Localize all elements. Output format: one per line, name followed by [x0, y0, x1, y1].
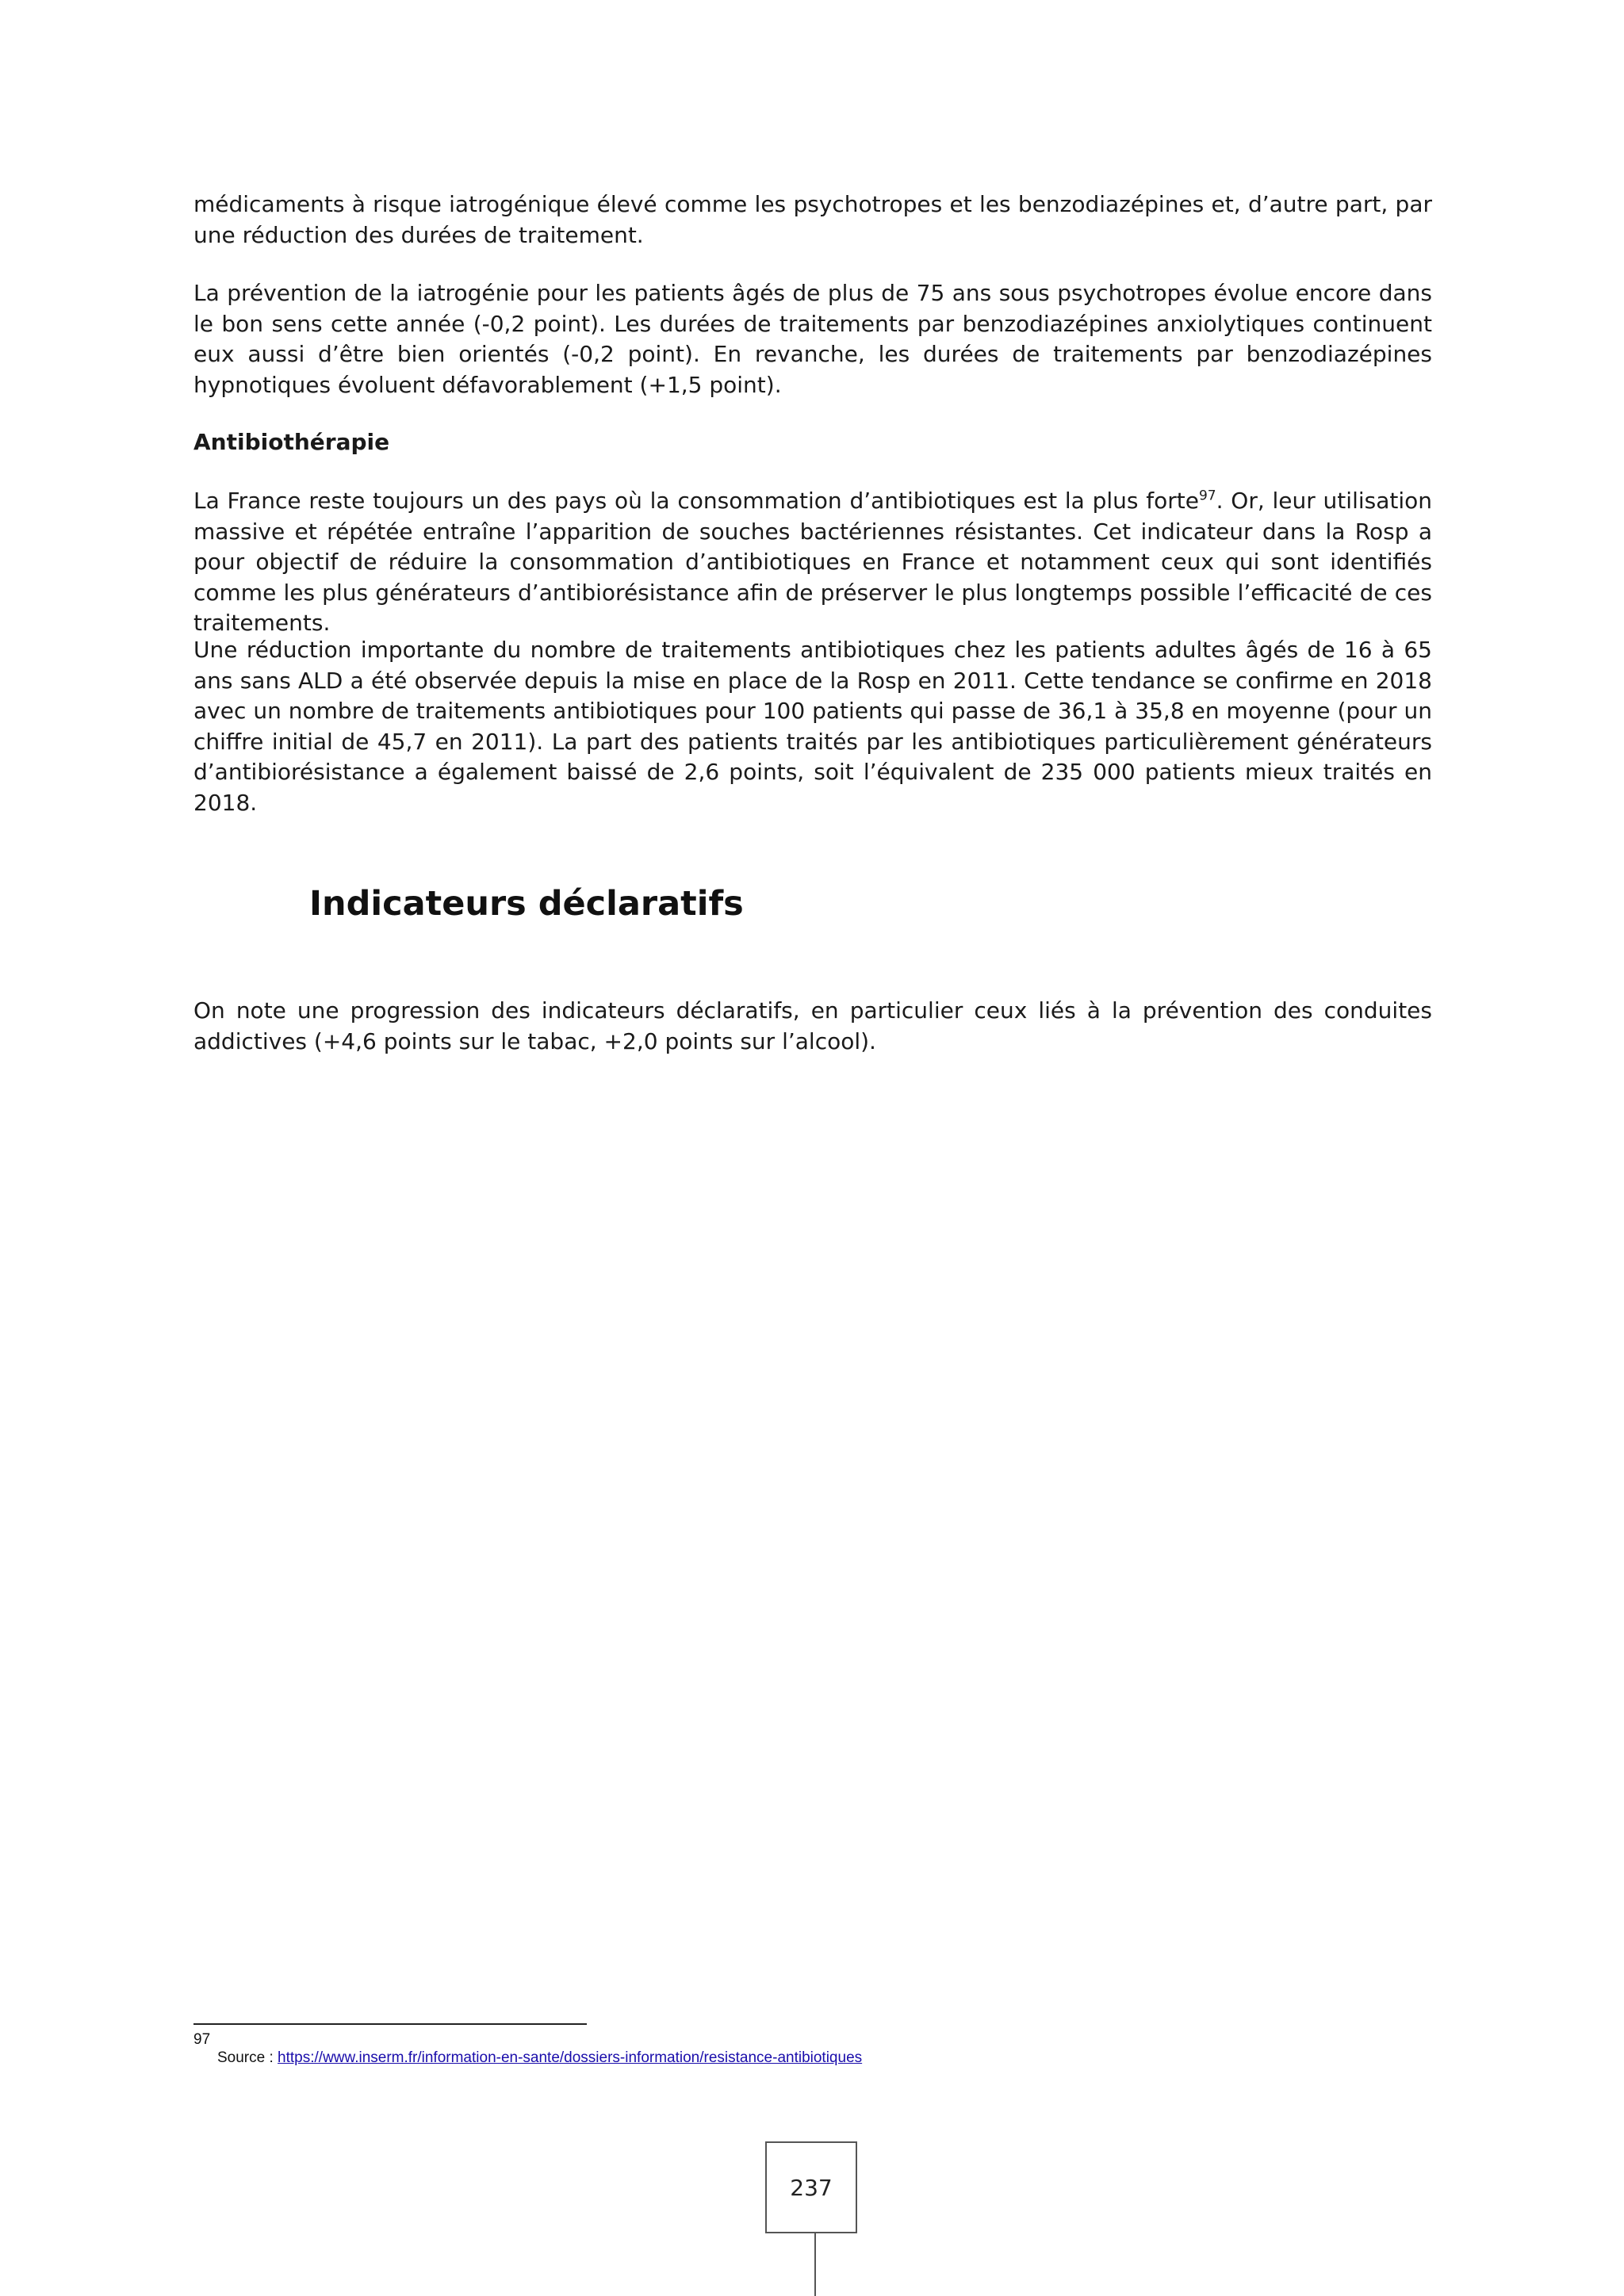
footnote-source-link[interactable]: https://www.inserm.fr/information-en-sante/dossiers-information/resistance-antibiotiques — [278, 2049, 863, 2066]
paragraph-iatrogenic-intro: médicaments à risque iatrogénique élevé comme les psychotropes et les benzodiazépines et, d’autre part, par une réduction des durées de traitement. — [193, 191, 1432, 248]
paragraph-text-end: . Or, leur utilisation massive et répétée entraîne l’apparition de souches bactériennes résistantes. Cet indicateur dans la Rosp a pour objectif de réduire la consommation d’antibiotiques en France et notamment ceux qui sont identifiés comme les plus générateurs d’antibiorésistance afin de préserver le plus longtemps possible l’efficacité de ces traitements. — [193, 488, 1433, 636]
footnote-prefix: Source : — [217, 2049, 278, 2066]
paragraph-iatrogenic-prevention: La prévention de la iatrogénie pour les patients âgés de plus de 75 ans sous psychotropes évolue encore dans le bon sens cette année (-0,2 point). Les durées de traitements par benzodiazépines anxiolytiques continuent eux aussi d’être bien orientés (-0,2 point). En revanche, les durées de traitements par benzodiazépines hypnotiques évoluent défavorablement (+1,5 point). — [193, 280, 1432, 398]
paragraph-text-start: La France reste toujours un des pays où la consommation d’antibiotiques est la plus forte — [193, 488, 1199, 514]
paragraph-declarative-indicators: On note une progression des indicateurs déclaratifs, en particulier ceux liés à la prévention des conduites addictives (+4,6 points sur le tabac, +2,0 points sur l’alcool). — [193, 997, 1432, 1054]
footnote — [193, 2031, 862, 2068]
footnote-number: 97 — [193, 2031, 211, 2048]
footnote-reference[interactable]: 97 — [1198, 488, 1216, 504]
page-number-stem — [814, 2233, 816, 2296]
page-number: 237 — [790, 2174, 833, 2201]
subheading-antibiotherapie: Antibiothérapie — [193, 429, 390, 455]
paragraph-antibiotic-consumption — [193, 486, 1432, 639]
section-heading-indicateurs-declaratifs: Indicateurs déclaratifs — [309, 884, 744, 924]
paragraph-antibiotic-reduction: Une réduction importante du nombre de traitements antibiotiques chez les patients adultes âgés de 16 à 65 ans sans ALD a été observée depuis la mise en place de la Rosp en 2011. Cette tendance se confirme en 2018 avec un nombre de traitements antibiotiques pour 100 patients qui passe de 36,1 à 35,8 en moyenne (pour un chiffre initial de 45,7 en 2011). La part des patients traités par les antibiotiques particulièrement générateurs d’antibiorésistance a également baissé de 2,6 points, soit l’équivalent de 235 000 patients mieux traités en 2018. — [193, 637, 1432, 816]
page-number-box — [765, 2141, 857, 2233]
footnote-text — [193, 2049, 862, 2068]
footnote-divider — [193, 2023, 587, 2025]
